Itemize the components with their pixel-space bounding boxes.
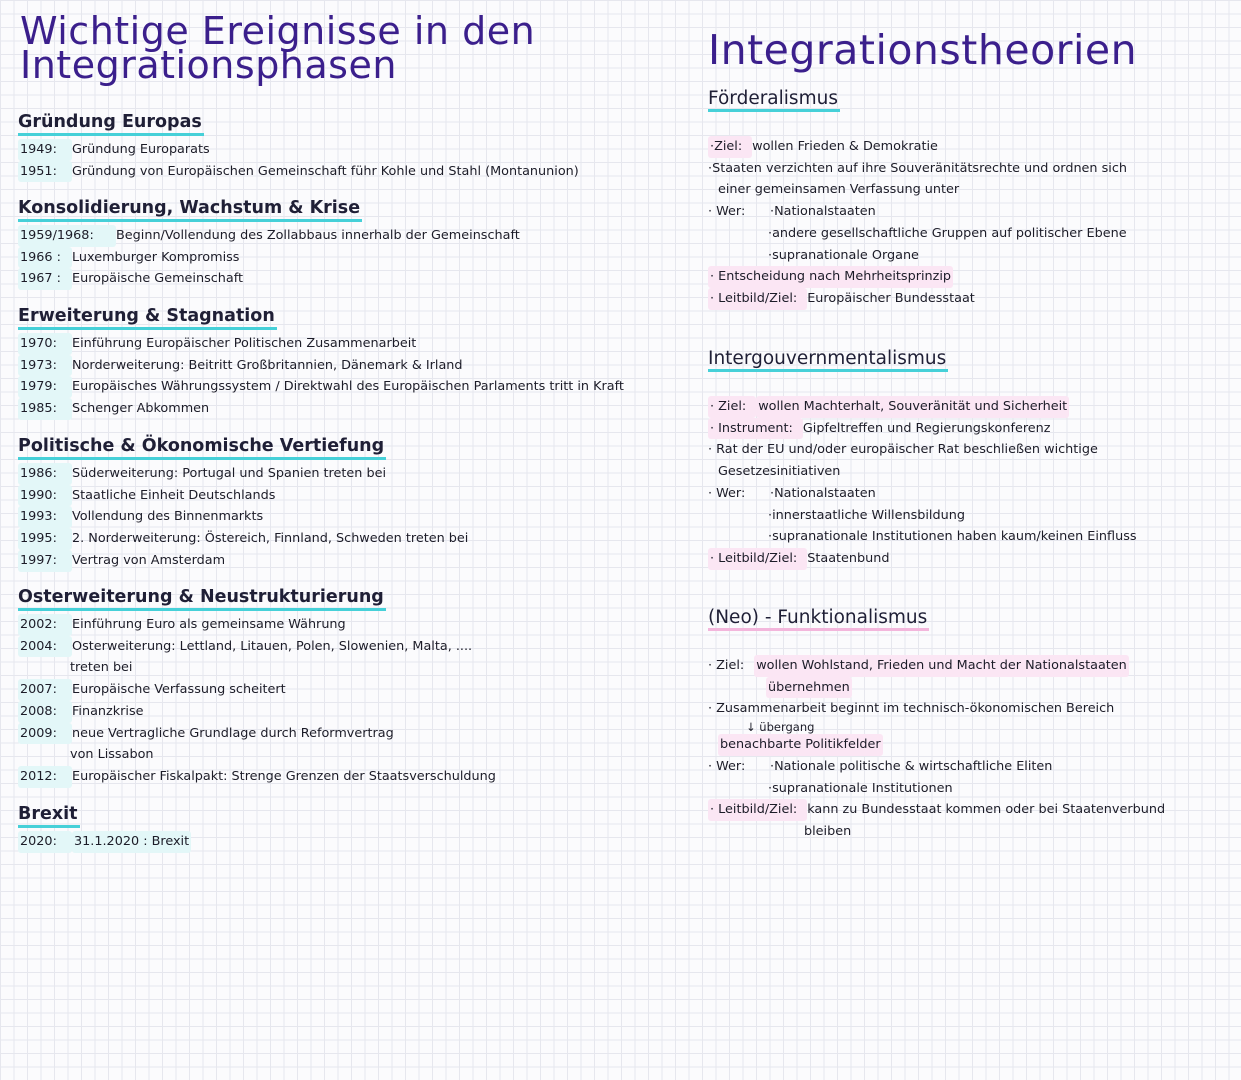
bullet-rat-cont: Gesetzesinitiativen (718, 464, 841, 480)
bullet-zusammenarbeit: · Zusammenarbeit beginnt im technisch-ökonomischen Bereich (708, 701, 1115, 717)
bullet-ziel: · Ziel: wollen Machterhalt, Souveränität und Sicherheit (708, 396, 1228, 418)
event-entry: 2004: Osterweiterung: Lettland, Litauen, Polen, Slowenien, Malta, .... (18, 636, 678, 658)
section-foederalismus (708, 88, 1228, 310)
page-title: Wichtige Ereignisse in den Integrationsphasen (20, 9, 536, 87)
bullet-wer-item: ·andere gesellschaftliche Gruppen auf politischer Ebene (768, 225, 1127, 241)
event-entry: 1973: Norderweiterung: Beitritt Großbritannien, Dänemark & Irland (18, 355, 678, 377)
section-heading: (Neo) - Funktionalismus (708, 607, 929, 631)
bullet-entscheidung: · Entscheidung nach Mehrheitsprinzip (708, 266, 1228, 288)
event-entry-continued: treten bei (70, 660, 133, 676)
section-heading: Brexit (18, 804, 80, 828)
event-entry: 2020: 31.1.2020 : Brexit (18, 831, 678, 853)
event-entry: 1997: Vertrag von Amsterdam (18, 550, 678, 572)
section-heading: Gründung Europas (18, 112, 204, 136)
section-heading: Konsolidierung, Wachstum & Krise (18, 198, 362, 222)
bullet-ziel: ·Ziel: wollen Frieden & Demokratie (708, 136, 1228, 158)
bullet-staaten: ·Staaten verzichten auf ihre Souveränitätsrechte und ordnen sich (708, 160, 1127, 176)
event-entry: 1993: Vollendung des Binnenmarkts (18, 506, 678, 528)
event-entry: 2008: Finanzkrise (18, 701, 678, 723)
event-entry: 2002: Einführung Euro als gemeinsame Währung (18, 614, 678, 636)
event-entry: 1995: 2. Norderweiterung: Östereich, Finnland, Schweden treten bei (18, 528, 678, 550)
event-entry: 1970: Einführung Europäischer Politischen Zusammenarbeit (18, 333, 678, 355)
bullet-leitbild: · Leitbild/Ziel: Europäischer Bundesstaat (708, 288, 1228, 310)
event-entry: 2009: neue Vertragliche Grundlage durch Reformvertrag (18, 723, 678, 745)
section-vertiefung (18, 436, 678, 572)
bullet-wer: · Wer: ·Nationale politische & wirtschaftliche Eliten (708, 758, 1053, 774)
section-heading: Politische & Ökonomische Vertiefung (18, 436, 386, 460)
section-heading: Osterweiterung & Neustrukturierung (18, 587, 386, 611)
bullet-zusammenarbeit-cont: benachbarte Politikfelder (708, 734, 1228, 756)
event-entry: 1986: Süderweiterung: Portugal und Spanien treten bei (18, 463, 678, 485)
bullet-wer-item: ·supranationale Institutionen (768, 780, 953, 796)
section-erweiterung (18, 306, 678, 420)
bullet-ziel: · Ziel: wollen Wohlstand, Frieden und Macht der Nationalstaaten (708, 655, 1228, 677)
bullet-wer-item: ·supranationale Organe (768, 247, 919, 263)
event-entry: 1966 : Luxemburger Kompromiss (18, 247, 678, 269)
event-entry: 1979: Europäisches Währungssystem / Direktwahl des Europäischen Parlaments tritt in Kraft (18, 376, 678, 398)
event-entry: 1951: Gründung von Europäischen Gemeinschaft führ Kohle und Stahl (Montanunion) (18, 161, 678, 183)
theories-title: Integrationstheorien (708, 26, 1138, 74)
event-entry: 2012: Europäischer Fiskalpakt: Strenge Grenzen der Staatsverschuldung (18, 766, 678, 788)
bullet-staaten-cont: einer gemeinsamen Verfassung unter (718, 182, 960, 198)
event-entry: 1985: Schenger Abkommen (18, 398, 678, 420)
event-entry: 1990: Staatliche Einheit Deutschlands (18, 485, 678, 507)
bullet-leitbild: · Leitbild/Ziel: kann zu Bundesstaat kommen oder bei Staatenverbund (708, 799, 1228, 821)
event-entry: 2007: Europäische Verfassung scheitert (18, 679, 678, 701)
section-gruendung (18, 112, 678, 182)
section-osterweiterung (18, 587, 678, 788)
bullet-leitbild-cont: bleiben (804, 823, 852, 839)
section-heading: Förderalismus (708, 88, 840, 112)
event-entry: 1967 : Europäische Gemeinschaft (18, 268, 678, 290)
bullet-rat: · Rat der EU und/oder europäischer Rat beschließen wichtige (708, 442, 1098, 458)
section-intergouvernementalismus (708, 348, 1228, 570)
section-neofunktionalismus (708, 607, 1228, 843)
bullet-wer: · Wer: ·Nationalstaaten (708, 204, 876, 220)
section-brexit (18, 804, 678, 853)
bullet-wer-item: ·supranationale Institutionen haben kaum/keinen Einfluss (768, 529, 1137, 545)
event-entry: 1949: Gründung Europarats (18, 139, 678, 161)
section-konsolidierung (18, 198, 678, 290)
bullet-instrument: · Instrument: Gipfeltreffen und Regierungskonferenz (708, 418, 1228, 440)
event-entry-continued: von Lissabon (70, 747, 154, 763)
bullet-ziel-cont: übernehmen (708, 677, 1228, 699)
bullet-wer-item: ·innerstaatliche Willensbildung (768, 507, 965, 523)
section-heading: Intergouvernmentalismus (708, 348, 948, 372)
event-entry: 1959/1968: Beginn/Vollendung des Zollabbaus innerhalb der Gemeinschaft (18, 225, 678, 247)
section-heading: Erweiterung & Stagnation (18, 306, 277, 330)
uebergang-arrow: ↓ übergang (746, 720, 815, 735)
bullet-wer: · Wer: ·Nationalstaaten (708, 485, 876, 501)
bullet-leitbild: · Leitbild/Ziel: Staatenbund (708, 548, 1228, 570)
